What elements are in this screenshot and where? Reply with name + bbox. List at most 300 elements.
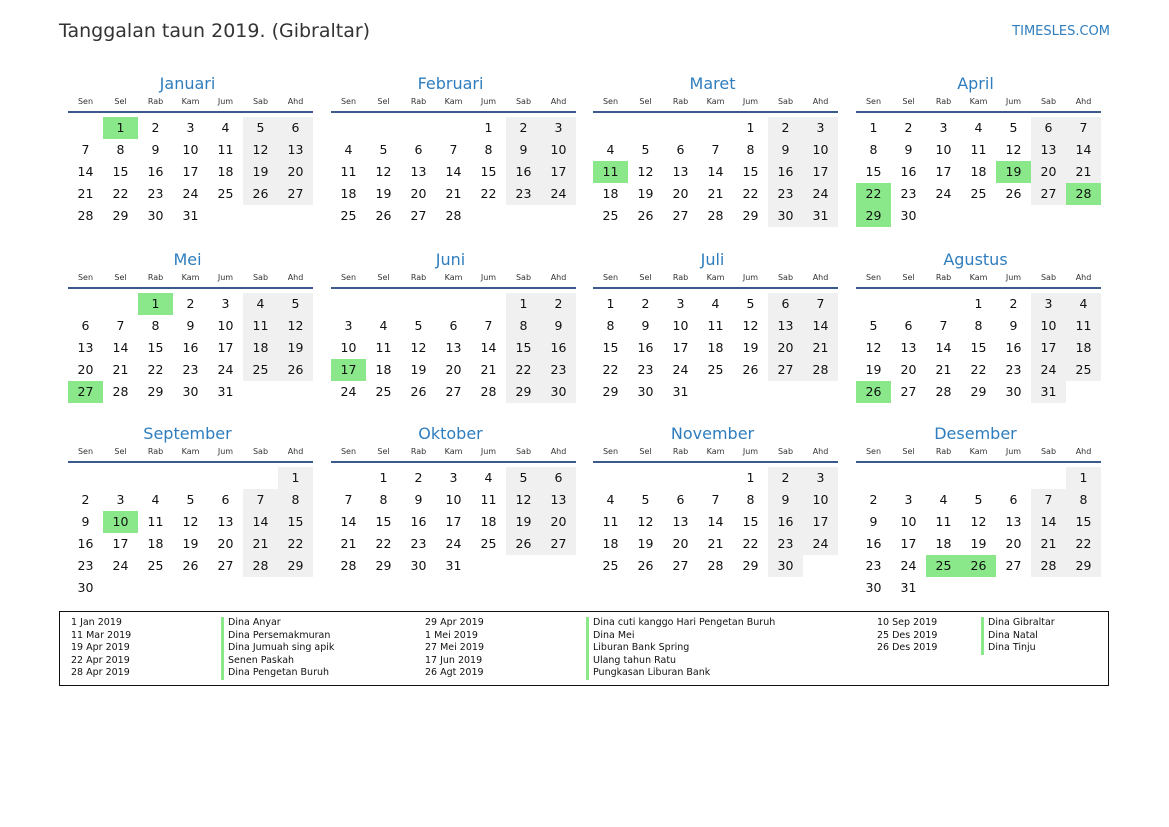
holiday-dates-col3: [877, 617, 937, 655]
day-cell: 28: [77, 208, 94, 223]
day-cell: 16: [768, 511, 803, 533]
day-cell: 17: [803, 161, 838, 183]
day-cell: 25: [340, 208, 357, 223]
day-cell: 11: [217, 142, 234, 157]
weekday-label: Rab: [147, 447, 164, 456]
day-cell: 14: [340, 514, 357, 529]
day-cell: 28: [243, 555, 278, 577]
day-cell: 5: [186, 492, 195, 507]
day-cell: 25: [1066, 359, 1101, 381]
day-cell: 18: [602, 536, 619, 551]
day-cell: 14: [243, 511, 278, 533]
day-cell: 20: [278, 161, 313, 183]
weekday-label: Ahd: [550, 273, 567, 282]
weekday-label: Ahd: [1075, 273, 1092, 282]
holiday-name: Dina cuti kanggo Hari Pengetan Buruh: [586, 617, 775, 630]
day-cell: 17: [182, 164, 199, 179]
day-cell: 25: [217, 186, 234, 201]
holiday-date: 10 Sep 2019: [877, 617, 938, 628]
day-cell: 14: [445, 164, 462, 179]
day-cell: 4: [711, 296, 720, 311]
weekday-label: Sel: [377, 273, 390, 282]
day-cell: 16: [506, 161, 541, 183]
day-cell: 31: [900, 580, 917, 595]
day-cell: 11: [375, 340, 392, 355]
day-cell: 22: [602, 362, 619, 377]
day-cell: 7: [711, 142, 720, 157]
day-cell: 26: [506, 533, 541, 555]
day-cell: 14: [1066, 139, 1101, 161]
day-cell: 12: [375, 164, 392, 179]
day-cell: 2: [768, 467, 803, 489]
day-cell: 11: [243, 315, 278, 337]
weekday-label: Kam: [969, 97, 988, 106]
day-cell: 5: [243, 117, 278, 139]
day-cell: 10: [1031, 315, 1066, 337]
day-cell: 13: [77, 340, 94, 355]
weekday-label: Sab: [777, 447, 794, 456]
day-cell: 2: [904, 120, 913, 135]
day-cell: 10: [803, 489, 838, 511]
day-cell: 12: [410, 340, 427, 355]
day-cell: 9: [904, 142, 913, 157]
holiday-name: Dina Persemakmuran: [221, 630, 334, 643]
empty-cell: [331, 293, 366, 315]
holiday-date: 1 Jan 2019: [71, 617, 122, 628]
day-cell: 28: [707, 208, 724, 223]
day-cell: 7: [344, 492, 353, 507]
day-cell: 3: [116, 492, 125, 507]
empty-cell: [68, 117, 103, 139]
day-cell: 18: [243, 337, 278, 359]
month-name: November: [670, 424, 755, 443]
day-cell: 23: [77, 558, 94, 573]
day-cell: 18: [935, 536, 952, 551]
weekday-label: Jum: [480, 97, 497, 106]
day-cell: 29: [742, 558, 759, 573]
day-cell: 26: [278, 359, 313, 381]
month-name: Maret: [689, 74, 736, 93]
weekday-label: Sab: [252, 97, 269, 106]
month-name: April: [957, 74, 994, 93]
day-cell: 25: [970, 186, 987, 201]
day-cell: 28: [340, 558, 357, 573]
month-maret: [593, 73, 838, 227]
holiday-name: Senen Paskah: [221, 655, 334, 668]
day-cell: 4: [1066, 293, 1101, 315]
day-cell: 2: [869, 492, 878, 507]
month-september: [68, 423, 313, 599]
weekday-label: Sel: [902, 273, 915, 282]
weekday-label: Ahd: [287, 447, 304, 456]
day-cell: 1: [484, 120, 493, 135]
day-cell: 6: [676, 492, 685, 507]
day-cell: 24: [541, 183, 576, 205]
day-cell: 9: [541, 315, 576, 337]
empty-cell: [698, 117, 733, 139]
weekday-label: Ahd: [812, 447, 829, 456]
weekday-label: Sab: [1040, 97, 1057, 106]
day-cell: 6: [904, 318, 913, 333]
empty-cell: [856, 293, 891, 315]
day-cell: 20: [217, 536, 234, 551]
weekday-label: Rab: [410, 447, 427, 456]
day-cell: 16: [410, 514, 427, 529]
day-cell: 11: [147, 514, 164, 529]
day-cell: 27: [278, 183, 313, 205]
day-cell: 28: [480, 384, 497, 399]
holiday-name: Dina Tinju: [981, 642, 1055, 655]
site-link[interactable]: TIMESLES.COM: [1012, 24, 1110, 39]
day-cell: 29: [147, 384, 164, 399]
day-cell: 21: [77, 186, 94, 201]
day-cell: 3: [803, 467, 838, 489]
day-cell: 1: [746, 470, 755, 485]
holiday-date: 11 Mar 2019: [71, 629, 132, 641]
day-cell: 9: [768, 139, 803, 161]
day-cell: 7: [1066, 117, 1101, 139]
holiday-day-cell: 10: [103, 511, 138, 533]
day-cell: 3: [904, 492, 913, 507]
day-cell: 5: [1009, 120, 1018, 135]
day-cell: 12: [865, 340, 882, 355]
day-cell: 3: [803, 117, 838, 139]
day-cell: 12: [1005, 142, 1022, 157]
day-cell: 8: [1066, 489, 1101, 511]
weekday-label: Sel: [114, 447, 127, 456]
day-cell: 17: [935, 164, 952, 179]
day-cell: 23: [147, 186, 164, 201]
day-cell: 20: [672, 536, 689, 551]
day-cell: 3: [541, 117, 576, 139]
day-cell: 12: [637, 514, 654, 529]
weekday-label: Sen: [77, 447, 94, 456]
day-cell: 30: [865, 580, 882, 595]
day-cell: 23: [900, 186, 917, 201]
day-cell: 4: [974, 120, 983, 135]
month-name: Oktober: [418, 424, 483, 443]
holiday-name: Dina Pengetan Buruh: [221, 667, 334, 680]
day-cell: 14: [803, 315, 838, 337]
day-cell: 18: [147, 536, 164, 551]
day-cell: 10: [445, 492, 462, 507]
day-cell: 10: [217, 318, 234, 333]
holiday-date: 19 Apr 2019: [71, 642, 130, 653]
day-cell: 15: [602, 340, 619, 355]
day-cell: 2: [151, 120, 160, 135]
day-cell: 22: [970, 362, 987, 377]
weekday-label: Jum: [742, 447, 759, 456]
day-cell: 7: [116, 318, 125, 333]
day-cell: 30: [768, 205, 803, 227]
month-name: Mei: [173, 250, 202, 269]
weekday-label: Ahd: [287, 97, 304, 106]
day-cell: 27: [541, 533, 576, 555]
day-cell: 29: [1066, 555, 1101, 577]
day-cell: 28: [112, 384, 129, 399]
day-cell: 24: [672, 362, 689, 377]
day-cell: 15: [480, 164, 497, 179]
day-cell: 23: [768, 533, 803, 555]
weekday-label: Sel: [902, 447, 915, 456]
day-cell: 26: [742, 362, 759, 377]
day-cell: 16: [900, 164, 917, 179]
day-cell: 5: [506, 467, 541, 489]
empty-cell: [593, 467, 628, 489]
holiday-day-cell: 26: [856, 381, 891, 403]
day-cell: 7: [1031, 489, 1066, 511]
day-cell: 12: [637, 164, 654, 179]
empty-cell: [856, 467, 891, 489]
weekday-label: Kam: [444, 273, 463, 282]
holiday-name: Dina Mei: [586, 630, 775, 643]
weekday-header: [593, 95, 838, 113]
day-cell: 5: [379, 142, 388, 157]
weekday-label: Sen: [865, 447, 882, 456]
weekday-label: Jum: [1005, 97, 1022, 106]
empty-cell: [401, 117, 436, 139]
day-cell: 13: [900, 340, 917, 355]
holiday-day-cell: 1: [138, 293, 173, 315]
day-cell: 24: [935, 186, 952, 201]
holiday-day-cell: 26: [961, 555, 996, 577]
day-cell: 8: [116, 142, 125, 157]
day-cell: 13: [1031, 139, 1066, 161]
holiday-day-cell: 27: [68, 381, 103, 403]
weekday-label: Rab: [935, 447, 952, 456]
empty-cell: [103, 467, 138, 489]
day-cell: 27: [410, 208, 427, 223]
day-cell: 3: [449, 470, 458, 485]
day-cell: 25: [707, 362, 724, 377]
day-cell: 3: [221, 296, 230, 311]
day-cell: 29: [112, 208, 129, 223]
month-mei: [68, 249, 313, 403]
day-cell: 13: [445, 340, 462, 355]
day-cell: 7: [243, 489, 278, 511]
day-cell: 5: [278, 293, 313, 315]
day-cell: 23: [410, 536, 427, 551]
day-cell: 6: [541, 467, 576, 489]
weekday-label: Ahd: [812, 273, 829, 282]
day-cell: 9: [186, 318, 195, 333]
day-cell: 5: [974, 492, 983, 507]
day-cell: 2: [1009, 296, 1018, 311]
weekday-label: Rab: [672, 97, 689, 106]
empty-cell: [401, 293, 436, 315]
day-cell: 30: [541, 381, 576, 403]
empty-cell: [891, 293, 926, 315]
weekday-label: Ahd: [812, 97, 829, 106]
weekday-label: Sab: [1040, 273, 1057, 282]
day-cell: 31: [445, 558, 462, 573]
day-cell: 28: [803, 359, 838, 381]
day-cell: 22: [278, 533, 313, 555]
weekday-label: Kam: [444, 97, 463, 106]
weekday-header: [68, 95, 313, 113]
empty-cell: [698, 467, 733, 489]
day-cell: 16: [541, 337, 576, 359]
day-cell: 19: [182, 536, 199, 551]
day-cell: 12: [742, 318, 759, 333]
weekday-label: Sel: [639, 447, 652, 456]
weekday-label: Jum: [217, 447, 234, 456]
day-cell: 21: [707, 186, 724, 201]
day-cell: 8: [484, 142, 493, 157]
day-cell: 26: [1005, 186, 1022, 201]
day-cell: 17: [541, 161, 576, 183]
day-cell: 2: [414, 470, 423, 485]
day-cell: 14: [707, 164, 724, 179]
weekday-label: Sen: [602, 97, 619, 106]
holiday-date: 26 Des 2019: [877, 642, 938, 653]
day-cell: 10: [182, 142, 199, 157]
day-cell: 6: [221, 492, 230, 507]
day-cell: 9: [869, 514, 878, 529]
day-cell: 30: [182, 384, 199, 399]
day-cell: 4: [221, 120, 230, 135]
weekday-label: Ahd: [287, 273, 304, 282]
day-cell: 24: [900, 558, 917, 573]
day-cell: 6: [1031, 117, 1066, 139]
day-cell: 9: [414, 492, 423, 507]
weekday-label: Sen: [602, 447, 619, 456]
weekday-label: Rab: [672, 273, 689, 282]
weekday-label: Jum: [217, 97, 234, 106]
day-cell: 22: [480, 186, 497, 201]
day-cell: 24: [1031, 359, 1066, 381]
holiday-name: Dina Natal: [981, 630, 1055, 643]
day-cell: 1: [1066, 467, 1101, 489]
day-cell: 30: [410, 558, 427, 573]
weekday-label: Rab: [147, 273, 164, 282]
day-cell: 31: [217, 384, 234, 399]
day-cell: 6: [768, 293, 803, 315]
empty-cell: [628, 117, 663, 139]
day-cell: 26: [182, 558, 199, 573]
day-cell: 18: [375, 362, 392, 377]
month-name: Juni: [435, 250, 466, 269]
weekday-label: Kam: [969, 447, 988, 456]
month-oktober: [331, 423, 576, 577]
day-cell: 27: [445, 384, 462, 399]
weekday-label: Rab: [935, 273, 952, 282]
day-cell: 21: [243, 533, 278, 555]
weekday-label: Sab: [515, 273, 532, 282]
day-cell: 27: [672, 208, 689, 223]
day-cell: 31: [182, 208, 199, 223]
day-cell: 20: [900, 362, 917, 377]
day-cell: 24: [217, 362, 234, 377]
weekday-label: Sab: [515, 447, 532, 456]
day-cell: 19: [278, 337, 313, 359]
day-cell: 4: [939, 492, 948, 507]
day-cell: 27: [900, 384, 917, 399]
day-cell: 3: [676, 296, 685, 311]
day-cell: 7: [449, 142, 458, 157]
weekday-label: Sab: [252, 447, 269, 456]
day-cell: 29: [375, 558, 392, 573]
holiday-names-col1: [221, 617, 334, 680]
day-cell: 1: [606, 296, 615, 311]
day-cell: 15: [278, 511, 313, 533]
day-cell: 11: [1066, 315, 1101, 337]
day-cell: 29: [278, 555, 313, 577]
holiday-names-col3: [981, 617, 1055, 655]
day-cell: 19: [637, 536, 654, 551]
empty-cell: [436, 117, 471, 139]
day-cell: 21: [1066, 161, 1101, 183]
holiday-date: 22 Apr 2019: [71, 654, 130, 666]
day-cell: 25: [480, 536, 497, 551]
day-cell: 4: [344, 142, 353, 157]
day-cell: 23: [1005, 362, 1022, 377]
holiday-name: Dina Gibraltar: [981, 617, 1055, 630]
holiday-day-cell: 1: [103, 117, 138, 139]
holiday-date: 1 Mei 2019: [425, 629, 478, 641]
day-cell: 27: [217, 558, 234, 573]
day-cell: 21: [445, 186, 462, 201]
empty-cell: [366, 117, 401, 139]
day-cell: 13: [217, 514, 234, 529]
holiday-names-col2: [586, 617, 775, 680]
month-desember: [856, 423, 1101, 599]
day-cell: 27: [768, 359, 803, 381]
weekday-label: Rab: [935, 97, 952, 106]
day-cell: 21: [803, 337, 838, 359]
day-cell: 3: [344, 318, 353, 333]
day-cell: 30: [900, 208, 917, 223]
day-cell: 24: [182, 186, 199, 201]
day-cell: 22: [147, 362, 164, 377]
day-cell: 19: [970, 536, 987, 551]
day-cell: 10: [935, 142, 952, 157]
day-cell: 13: [541, 489, 576, 511]
day-cell: 14: [707, 514, 724, 529]
day-cell: 14: [1031, 511, 1066, 533]
empty-cell: [243, 467, 278, 489]
day-cell: 2: [186, 296, 195, 311]
holiday-date: 25 Des 2019: [877, 629, 938, 641]
day-cell: 28: [1031, 555, 1066, 577]
day-cell: 12: [506, 489, 541, 511]
holiday-name: Ulang tahun Ratu: [586, 655, 775, 668]
day-cell: 28: [935, 384, 952, 399]
month-juni: [331, 249, 576, 403]
day-cell: 21: [935, 362, 952, 377]
day-cell: 7: [81, 142, 90, 157]
day-cell: 4: [606, 492, 615, 507]
day-cell: 17: [672, 340, 689, 355]
day-cell: 18: [480, 514, 497, 529]
weekday-label: Ahd: [550, 97, 567, 106]
weekday-label: Rab: [672, 447, 689, 456]
weekday-label: Rab: [410, 97, 427, 106]
day-cell: 23: [541, 359, 576, 381]
day-cell: 22: [506, 359, 541, 381]
day-cell: 30: [768, 555, 803, 577]
day-cell: 8: [869, 142, 878, 157]
day-cell: 4: [484, 470, 493, 485]
day-cell: 17: [803, 511, 838, 533]
day-cell: 29: [506, 381, 541, 403]
day-cell: 16: [1005, 340, 1022, 355]
day-cell: 25: [375, 384, 392, 399]
day-cell: 20: [445, 362, 462, 377]
weekday-label: Kam: [706, 97, 725, 106]
empty-cell: [926, 293, 961, 315]
day-cell: 24: [803, 533, 838, 555]
